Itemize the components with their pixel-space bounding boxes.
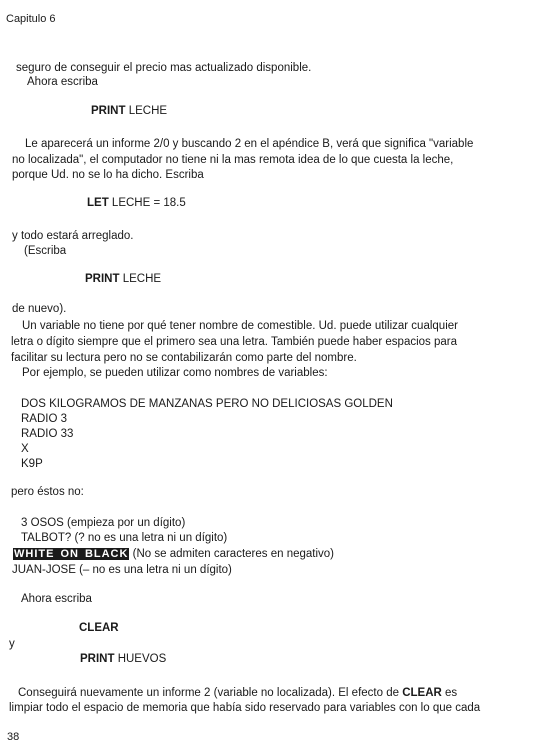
inline-keyword: CLEAR [402,687,442,699]
code-keyword: CLEAR [79,622,119,634]
example-valid-name: RADIO 33 [21,428,74,440]
paragraph-line: limpiar todo el espacio de memoria que había sido reservado para variables con lo que cada [9,702,481,714]
paragraph-line: no localizada", el computador no tiene ni la mas remota idea de lo que cuesta la leche, [12,154,454,166]
paragraph-line: Un variable no tiene por qué tener nombre de comestible. Ud. puede utilizar cualquier [22,320,458,332]
paragraph-line: pero éstos no: [11,486,84,498]
example-invalid-name [13,547,334,561]
code-line-clear [79,621,119,635]
example-invalid-name: TALBOT? (? no es una letra ni un dígito) [21,532,228,544]
code-line-print-leche [85,272,161,286]
paragraph-line: de nuevo). [12,303,67,315]
inverse-video-text: WHITE ON BLACK [14,548,129,560]
example-note: (No se admiten caracteres en negativo) [129,548,334,560]
code-keyword: PRINT [80,653,115,665]
example-invalid-name: JUAN-JOSE (– no es una letra ni un dígito) [12,564,232,576]
paragraph-line: y todo estará arreglado. [12,230,134,242]
paragraph-line: seguro de conseguir el precio mas actualizado disponible. [16,62,312,74]
paragraph-line: y [9,638,15,650]
example-valid-name: DOS KILOGRAMOS DE MANZANAS PERO NO DELICIOSAS GOLDEN [21,398,393,410]
code-argument: HUEVOS [114,653,167,665]
example-valid-name: RADIO 3 [21,413,68,425]
example-valid-name: K9P [21,458,43,470]
code-keyword: PRINT [91,105,126,117]
paragraph-line: facilitar su lectura pero no se contabilizarán como parte del nombre. [11,352,357,364]
paragraph-line: Conseguirá nuevamente un informe 2 (variable no localizada). El efecto de CLEAR es [18,687,458,699]
paragraph-line: letra o dígito siempre que el primero sea una letra. También puede haber espacios para [11,336,458,348]
code-keyword: PRINT [85,273,120,285]
paragraph-line: Ahora escriba [27,76,98,88]
paragraph-line: Le aparecerá un informe 2/0 y buscando 2 en el apéndice B, verá que significa "variable [25,138,474,150]
paragraph-line: Por ejemplo, se pueden utilizar como nombres de variables: [22,367,328,379]
paragraph-line: Ahora escriba [21,593,92,605]
code-line-let-leche [87,196,186,210]
page-number: 38 [7,731,20,743]
code-argument: LECHE = 18.5 [108,197,186,209]
code-argument: LECHE [125,105,168,117]
example-valid-name: X [21,443,29,455]
paragraph-line: (Escriba [24,245,67,257]
code-line-print-huevos [80,652,166,666]
chapter-header: Capitulo 6 [6,13,56,25]
example-invalid-name: 3 OSOS (empieza por un dígito) [21,517,186,529]
paragraph-line: porque Ud. no se lo ha dicho. Escriba [12,169,204,181]
code-line-print-leche [91,104,167,118]
code-keyword: LET [87,197,109,209]
code-argument: LECHE [119,273,162,285]
